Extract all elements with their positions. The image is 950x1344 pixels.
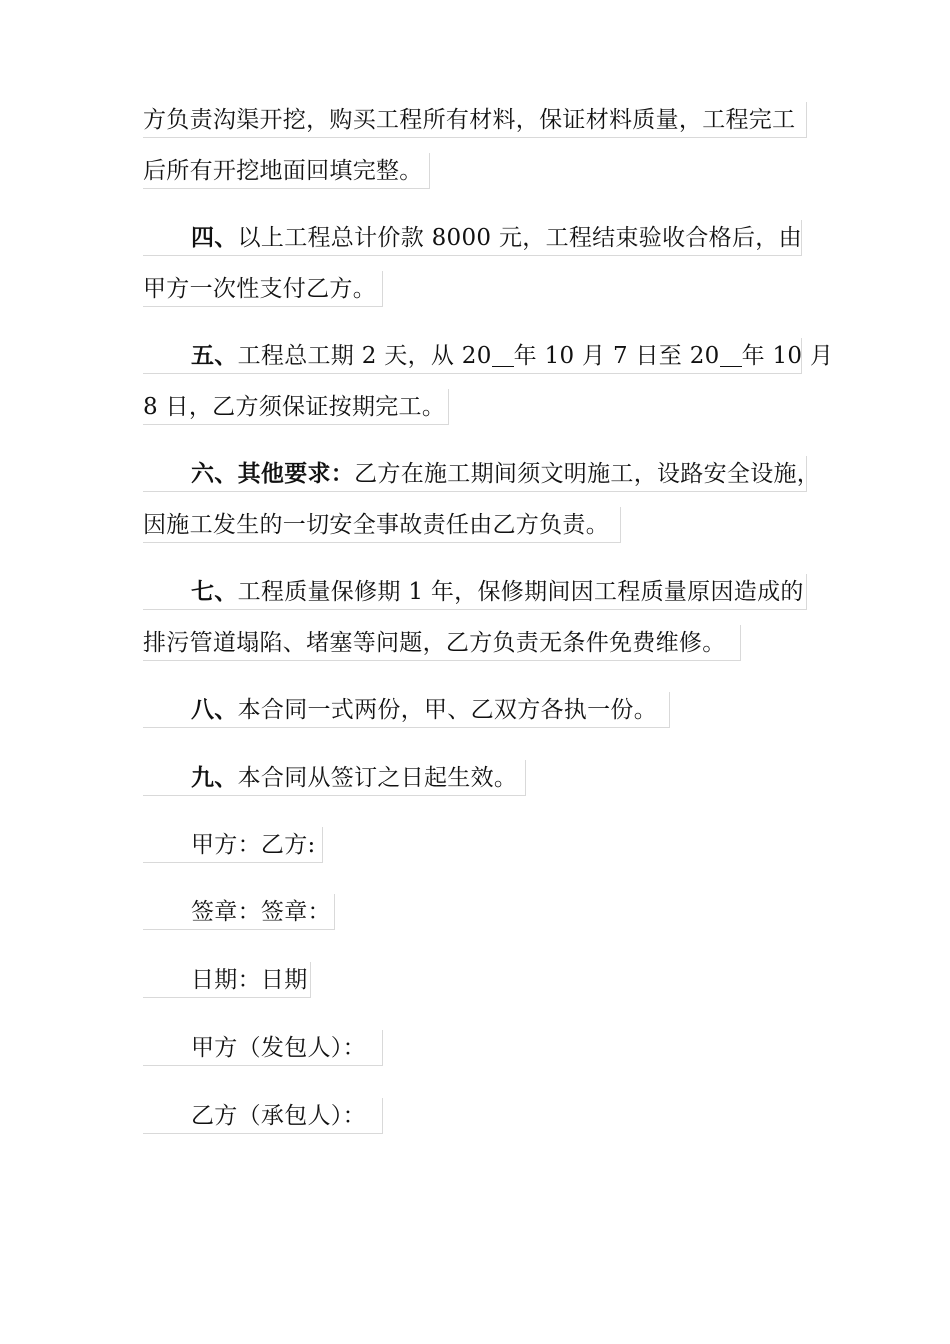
clause-text: 因施工发生的一切安全事故责任由乙方负责。 <box>143 512 609 538</box>
clause-7-line-2 <box>143 625 741 661</box>
clause-text: 乙方在施工期间须文明施工，设路安全设施， <box>354 461 821 487</box>
clause-text: 本合同从签订之日起生效。 <box>237 765 518 791</box>
signature-seal-line <box>143 894 335 930</box>
clause-3-line-1 <box>143 102 807 138</box>
signature-text: 日期：日期 <box>191 967 308 993</box>
clause-text: 年 10 月 <box>741 343 834 369</box>
clause-4-line-2 <box>143 271 383 307</box>
clause-text: 排污管道塌陷、堵塞等问题，乙方负责无条件免费维修。 <box>143 630 726 656</box>
clause-9-line <box>143 760 526 796</box>
clause-number: 六、其他要求： <box>191 460 355 487</box>
clause-text: 工程总工期 2 天，从 20 <box>237 343 492 369</box>
blank-underline <box>492 344 514 367</box>
clause-number: 五、 <box>191 342 238 369</box>
clause-text: 甲方一次性支付乙方。 <box>143 276 376 302</box>
clause-number: 七、 <box>191 578 238 605</box>
blank-underline <box>720 344 742 367</box>
signature-text: 甲方（发包人）： <box>191 1035 366 1061</box>
clause-number: 九、 <box>191 764 238 791</box>
party-b-contractor-line <box>143 1098 383 1134</box>
clause-6-line-1 <box>143 456 821 492</box>
clause-text: 后所有开挖地面回填完整。 <box>143 158 423 184</box>
clause-text: 方负责沟渠开挖，购买工程所有材料，保证材料质量，工程完工 <box>143 107 796 133</box>
clause-text: 本合同一式两份，甲、乙双方各执一份。 <box>237 697 658 723</box>
signature-date-line <box>143 962 311 998</box>
clause-5-line-1 <box>143 338 834 374</box>
clause-text: 以上工程总计价款 8000 元，工程结束验收合格后，由 <box>237 225 802 251</box>
signature-party-line <box>143 827 323 863</box>
clause-5-line-2 <box>143 389 449 425</box>
signature-text: 乙方（承包人）： <box>191 1103 366 1129</box>
clause-3-line-2 <box>143 153 430 189</box>
signature-text: 甲方：乙方: <box>191 832 316 858</box>
clause-text: 工程质量保修期 1 年，保修期间因工程质量原因造成的 <box>237 579 804 605</box>
clause-number: 八、 <box>191 696 238 723</box>
clause-number: 四、 <box>191 224 238 251</box>
clause-text: 年 10 月 7 日至 20 <box>513 343 720 369</box>
clause-4-line-1 <box>143 220 802 256</box>
clause-text: 8 日，乙方须保证按期完工。 <box>143 394 446 420</box>
clause-6-line-2 <box>143 507 621 543</box>
party-a-employer-line <box>143 1030 383 1066</box>
signature-text: 签章：签章： <box>191 899 331 925</box>
clause-7-line-1 <box>143 574 807 610</box>
clause-8-line <box>143 692 670 728</box>
